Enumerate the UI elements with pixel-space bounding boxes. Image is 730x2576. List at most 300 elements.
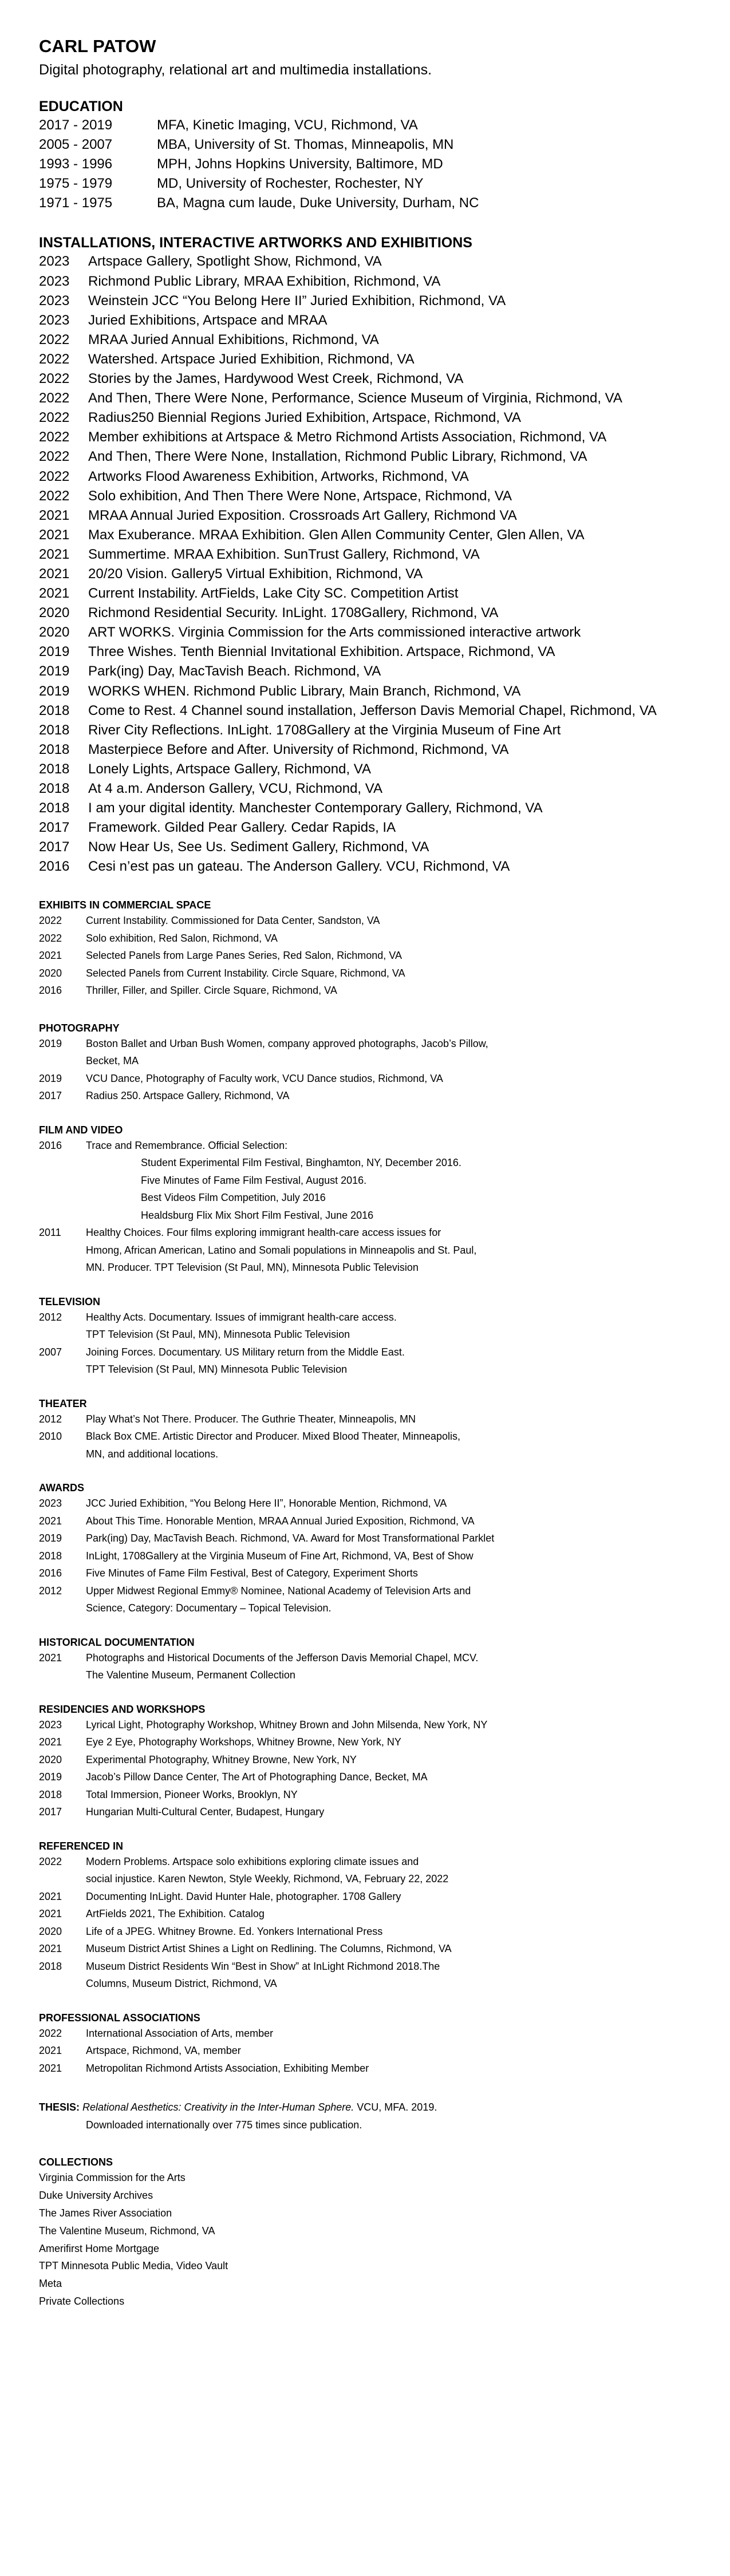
item-year: 2021 bbox=[39, 527, 70, 543]
item-year: 2021 bbox=[39, 1736, 62, 1748]
item-year: 2018 bbox=[39, 800, 70, 816]
item-text: Now Hear Us, See Us. Sediment Gallery, Richmond, VA bbox=[88, 839, 429, 855]
item-text: Richmond Public Library, MRAA Exhibition, Richmond, VA bbox=[88, 273, 441, 289]
item-year: 2021 bbox=[39, 566, 70, 582]
item-text bbox=[86, 1564, 691, 1582]
list-item bbox=[39, 369, 691, 389]
list-item bbox=[39, 1888, 691, 1906]
item-year: 2023 bbox=[39, 273, 70, 289]
item-line: Joining Forces. Documentary. US Military return from the Middle East. bbox=[86, 1346, 405, 1358]
item-text: MPH, Johns Hopkins University, Baltimore, MD bbox=[157, 156, 443, 172]
item-text: Park(ing) Day, MacTavish Beach. Richmond, VA bbox=[88, 663, 381, 679]
professional-section bbox=[39, 2011, 691, 2077]
list-item bbox=[39, 682, 691, 701]
historical-section bbox=[39, 1635, 691, 1684]
film-selection-item: Healdsburg Flix Mix Short Film Festival, June 2016 bbox=[141, 1209, 374, 1221]
list-item bbox=[39, 564, 691, 584]
list-item bbox=[39, 135, 691, 155]
item-text: Current Instability. ArtFields, Lake City SC. Competition Artist bbox=[88, 586, 459, 602]
item-text: MRAA Juried Annual Exhibitions, Richmond, VA bbox=[88, 331, 379, 347]
item-year: 2019 bbox=[39, 683, 70, 699]
item-year: 2021 bbox=[39, 1890, 62, 1902]
professional-heading: PROFESSIONAL ASSOCIATIONS bbox=[39, 2012, 200, 2024]
list-item bbox=[39, 467, 691, 487]
commercial-section bbox=[39, 898, 691, 999]
item-line: Artspace, Richmond, VA, member bbox=[86, 2045, 241, 2057]
item-text: Current Instability. Commissioned for Data Center, Sandston, VA bbox=[86, 915, 380, 927]
residencies-heading: RESIDENCIES AND WORKSHOPS bbox=[39, 1703, 206, 1715]
item-text bbox=[86, 1923, 691, 1941]
item-text bbox=[86, 1786, 691, 1804]
item-text bbox=[86, 1958, 691, 1993]
referenced-heading: REFERENCED IN bbox=[39, 1840, 124, 1852]
list-item bbox=[39, 1733, 691, 1751]
item-year: 2019 bbox=[39, 1532, 62, 1544]
item-text: Artspace Gallery, Spotlight Show, Richmond, VA bbox=[88, 254, 382, 270]
item-text: At 4 a.m. Anderson Gallery, VCU, Richmond, VA bbox=[88, 781, 382, 796]
list-item bbox=[39, 1495, 691, 1512]
item-text bbox=[86, 1905, 691, 1923]
television-list bbox=[39, 1309, 691, 1378]
list-item bbox=[39, 2060, 691, 2077]
list-item bbox=[39, 1803, 691, 1821]
thesis-section bbox=[39, 2099, 691, 2134]
thesis-label: THESIS: bbox=[39, 2101, 80, 2113]
item-text: Richmond Residential Security. InLight. 1708Gallery, Richmond, VA bbox=[88, 605, 499, 621]
item-line: Experimental Photography, Whitney Browne, New York, NY bbox=[86, 1753, 357, 1765]
theater-heading: THEATER bbox=[39, 1397, 87, 1409]
collection-item: Virginia Commission for the Arts bbox=[39, 2172, 186, 2184]
item-text bbox=[86, 1495, 691, 1512]
list-item bbox=[39, 1905, 691, 1923]
referenced-list bbox=[39, 1853, 691, 1993]
item-line: social injustice. Karen Newton, Style Weekly, Richmond, VA, February 22, 2022 bbox=[86, 1873, 449, 1885]
item-year: 2018 bbox=[39, 1960, 62, 1972]
list-item bbox=[39, 1035, 691, 1070]
item-line: Black Box CME. Artistic Director and Producer. Mixed Blood Theater, Minneapolis, bbox=[86, 1431, 460, 1443]
item-year: 2016 bbox=[39, 985, 62, 997]
list-item bbox=[39, 721, 691, 740]
thesis-title: Relational Aesthetics: Creativity in the Inter-Human Sphere. bbox=[82, 2101, 354, 2113]
item-text bbox=[86, 1751, 691, 1769]
item-year: 2021 bbox=[39, 2045, 62, 2057]
item-text: I am your digital identity. Manchester Contemporary Gallery, Richmond, VA bbox=[88, 800, 543, 816]
item-text: Artworks Flood Awareness Exhibition, Artworks, Richmond, VA bbox=[88, 468, 469, 484]
item-text: Thriller, Filler, and Spiller. Circle Square, Richmond, VA bbox=[86, 985, 337, 997]
list-item bbox=[39, 1070, 691, 1088]
collection-item: Meta bbox=[39, 2278, 62, 2290]
item-text: Cesi n’est pas un gateau. The Anderson Gallery. VCU, Richmond, VA bbox=[88, 859, 510, 875]
item-year: 1993 - 1996 bbox=[39, 156, 113, 172]
item-text: And Then, There Were None, Performance, Science Museum of Virginia, Richmond, VA bbox=[88, 390, 622, 406]
item-text: Watershed. Artspace Juried Exhibition, Richmond, VA bbox=[88, 351, 415, 367]
collection-item: The James River Association bbox=[39, 2207, 172, 2219]
list-item bbox=[39, 545, 691, 564]
item-text bbox=[86, 2042, 691, 2060]
item-year: 2017 - 2019 bbox=[39, 117, 113, 133]
item-year: 2022 bbox=[39, 2027, 62, 2039]
artist-tagline: Digital photography, relational art and multimedia installations. bbox=[39, 62, 432, 78]
item-year: 2020 bbox=[39, 1753, 62, 1765]
education-list bbox=[39, 116, 691, 213]
list-item bbox=[39, 155, 691, 174]
item-text bbox=[86, 2060, 691, 2077]
list-item bbox=[39, 1958, 691, 1993]
item-text: And Then, There Were None, Installation, Richmond Public Library, Richmond, VA bbox=[88, 449, 587, 465]
item-text: Summertime. MRAA Exhibition. SunTrust Gallery, Richmond, VA bbox=[88, 546, 480, 562]
item-year: 2012 bbox=[39, 1311, 62, 1323]
item-text bbox=[86, 1547, 691, 1565]
item-text: ART WORKS. Virginia Commission for the Arts commissioned interactive artwork bbox=[88, 625, 581, 641]
list-item bbox=[39, 1564, 691, 1582]
item-text: Solo exhibition, And Then There Were None, Artspace, Richmond, VA bbox=[88, 488, 512, 504]
item-year: 2020 bbox=[39, 625, 70, 641]
list-item bbox=[39, 1923, 691, 1941]
item-year: 2019 bbox=[39, 1072, 62, 1084]
installations-section bbox=[39, 234, 691, 876]
list-item bbox=[39, 623, 691, 642]
item-line: Healthy Acts. Documentary. Issues of immigrant health-care access. bbox=[86, 1311, 397, 1323]
awards-heading: AWARDS bbox=[39, 1482, 85, 1494]
item-year: 2017 bbox=[39, 820, 70, 836]
item-year: 2020 bbox=[39, 605, 70, 621]
item-text bbox=[86, 1512, 691, 1530]
list-item bbox=[39, 1853, 691, 1888]
item-year: 2022 bbox=[39, 915, 62, 927]
list-item bbox=[39, 857, 691, 876]
item-text bbox=[86, 1309, 691, 1344]
thesis-line bbox=[39, 2099, 691, 2116]
film-selection-item: Student Experimental Film Festival, Binghamton, NY, December 2016. bbox=[141, 1157, 461, 1169]
list-item bbox=[39, 526, 691, 545]
collection-item: TPT Minnesota Public Media, Video Vault bbox=[39, 2260, 228, 2272]
item-text: Masterpiece Before and After. University of Richmond, Richmond, VA bbox=[88, 741, 509, 757]
item-year: 2011 bbox=[39, 1227, 61, 1239]
television-section bbox=[39, 1295, 691, 1378]
list-item bbox=[39, 930, 691, 947]
item-text: Three Wishes. Tenth Biennial Invitational Exhibition. Artspace, Richmond, VA bbox=[88, 644, 555, 660]
item-line: Hmong, African American, Latino and Somali populations in Minneapolis and St. Paul, bbox=[86, 1244, 477, 1256]
list-item bbox=[39, 1547, 691, 1565]
item-year: 2022 bbox=[39, 331, 70, 347]
list-item bbox=[39, 740, 691, 760]
item-text: WORKS WHEN. Richmond Public Library, Main Branch, Richmond, VA bbox=[88, 683, 521, 699]
item-line: Documenting InLight. David Hunter Hale, photographer. 1708 Gallery bbox=[86, 1890, 401, 1902]
list-item bbox=[39, 1224, 691, 1277]
item-text bbox=[86, 1716, 691, 1734]
list-item bbox=[39, 506, 691, 526]
item-line: VCU Dance, Photography of Faculty work, VCU Dance studios, Richmond, VA bbox=[86, 1072, 443, 1084]
item-year: 2023 bbox=[39, 1718, 62, 1730]
item-year: 2021 bbox=[39, 2062, 62, 2074]
item-year: 2010 bbox=[39, 1431, 62, 1443]
thesis-note-line bbox=[39, 2116, 691, 2134]
list-item bbox=[39, 912, 691, 930]
list-item bbox=[39, 311, 691, 330]
item-year: 2018 bbox=[39, 781, 70, 796]
list-item bbox=[39, 603, 691, 623]
item-line: MN. Producer. TPT Television (St Paul, MN), Minnesota Public Television bbox=[86, 1262, 419, 1274]
item-year: 2019 bbox=[39, 1771, 62, 1783]
thesis-details: VCU, MFA. 2019. bbox=[357, 2101, 437, 2113]
item-year: 2018 bbox=[39, 761, 70, 777]
item-year: 2022 bbox=[39, 351, 70, 367]
item-year: 2023 bbox=[39, 254, 70, 270]
item-year: 2021 bbox=[39, 546, 70, 562]
education-section bbox=[39, 97, 691, 213]
item-text: River City Reflections. InLight. 1708Gallery at the Virginia Museum of Fine Art bbox=[88, 722, 561, 738]
theater-list bbox=[39, 1411, 691, 1463]
item-line: Play What’s Not There. Producer. The Guthrie Theater, Minneapolis, MN bbox=[86, 1413, 416, 1425]
list-item bbox=[39, 965, 691, 982]
item-text bbox=[86, 1530, 691, 1547]
historical-heading: HISTORICAL DOCUMENTATION bbox=[39, 1636, 195, 1648]
item-year: 2018 bbox=[39, 702, 70, 718]
list-item bbox=[39, 428, 691, 447]
collections-heading: COLLECTIONS bbox=[39, 2156, 113, 2168]
item-text: 20/20 Vision. Gallery5 Virtual Exhibition, Richmond, VA bbox=[88, 566, 423, 582]
item-year: 2021 bbox=[39, 1943, 62, 1955]
list-item bbox=[39, 1786, 691, 1804]
item-text: MD, University of Rochester, Rochester, NY bbox=[157, 176, 424, 192]
list-item bbox=[39, 2025, 691, 2042]
list-item bbox=[39, 1411, 691, 1428]
item-line: Five Minutes of Fame Film Festival, Best of Category, Experiment Shorts bbox=[86, 1567, 418, 1579]
collection-item: The Valentine Museum, Richmond, VA bbox=[39, 2225, 215, 2237]
collection-item: Private Collections bbox=[39, 2296, 125, 2308]
awards-list bbox=[39, 1495, 691, 1617]
education-heading: EDUCATION bbox=[39, 98, 123, 114]
photography-section bbox=[39, 1021, 691, 1105]
item-year: 2019 bbox=[39, 644, 70, 660]
list-item bbox=[39, 837, 691, 857]
list-item bbox=[39, 1309, 691, 1344]
item-year: 2017 bbox=[39, 839, 70, 855]
list-item bbox=[39, 1087, 691, 1105]
item-text bbox=[86, 1733, 691, 1751]
item-year: 2022 bbox=[39, 468, 70, 484]
item-year: 2016 bbox=[39, 1567, 62, 1579]
item-line: MN, and additional locations. bbox=[86, 1448, 219, 1460]
item-year: 1975 - 1979 bbox=[39, 176, 113, 192]
item-year: 2021 bbox=[39, 586, 70, 602]
list-item bbox=[39, 818, 691, 837]
item-line: TPT Television (St Paul, MN), Minnesota Public Television bbox=[86, 1329, 350, 1341]
item-year: 2019 bbox=[39, 1037, 62, 1049]
item-line: Photographs and Historical Documents of the Jefferson Davis Memorial Chapel, MCV. bbox=[86, 1652, 479, 1664]
item-text: Come to Rest. 4 Channel sound installation, Jefferson Davis Memorial Chapel, Richmond, VA bbox=[88, 702, 657, 718]
item-line: Park(ing) Day, MacTavish Beach. Richmond, VA. Award for Most Transformational Parklet bbox=[86, 1532, 495, 1544]
list-item bbox=[39, 701, 691, 721]
list-item bbox=[39, 330, 691, 350]
item-text bbox=[86, 1582, 691, 1617]
item-text bbox=[86, 1649, 691, 1684]
item-year: 2022 bbox=[39, 1855, 62, 1867]
item-year: 2022 bbox=[39, 371, 70, 387]
item-text bbox=[86, 1768, 691, 1786]
photography-list bbox=[39, 1035, 691, 1105]
item-year: 2017 bbox=[39, 1090, 62, 1102]
item-year: 2023 bbox=[39, 1498, 62, 1510]
awards-section bbox=[39, 1481, 691, 1617]
collections-section bbox=[39, 2155, 691, 2310]
item-line: Columns, Museum District, Richmond, VA bbox=[86, 1978, 277, 1990]
item-year: 2018 bbox=[39, 1788, 62, 1800]
item-line: About This Time. Honorable Mention, MRAA Annual Juried Exposition, Richmond, VA bbox=[86, 1515, 475, 1527]
item-line: Museum District Artist Shines a Light on Redlining. The Columns, Richmond, VA bbox=[86, 1943, 452, 1955]
item-year: 2018 bbox=[39, 741, 70, 757]
item-text bbox=[86, 1070, 691, 1088]
item-text: MRAA Annual Juried Exposition. Crossroads Art Gallery, Richmond VA bbox=[88, 507, 517, 523]
item-line: Becket, MA bbox=[86, 1055, 139, 1067]
item-line: Boston Ballet and Urban Bush Women, company approved photographs, Jacob’s Pillow, bbox=[86, 1037, 488, 1049]
item-line: Hungarian Multi-Cultural Center, Budapest, Hungary bbox=[86, 1806, 325, 1818]
film-list-2 bbox=[39, 1224, 691, 1277]
list-item bbox=[39, 350, 691, 369]
item-line: Eye 2 Eye, Photography Workshops, Whitney Browne, New York, NY bbox=[86, 1736, 401, 1748]
item-text: Solo exhibition, Red Salon, Richmond, VA bbox=[86, 932, 278, 944]
item-text bbox=[86, 1888, 691, 1906]
item-year: 2016 bbox=[39, 1139, 62, 1151]
film-heading: FILM AND VIDEO bbox=[39, 1124, 123, 1136]
theater-section bbox=[39, 1397, 691, 1463]
item-year: 2018 bbox=[39, 1550, 62, 1562]
item-text: BA, Magna cum laude, Duke University, Durham, NC bbox=[157, 195, 479, 211]
item-text bbox=[86, 1853, 691, 1888]
list-item bbox=[39, 662, 691, 681]
item-year: 2020 bbox=[39, 967, 62, 979]
item-text bbox=[86, 1803, 691, 1821]
list-item bbox=[39, 2042, 691, 2060]
commercial-heading: EXHIBITS IN COMMERCIAL SPACE bbox=[39, 899, 211, 911]
item-text: MBA, University of St. Thomas, Minneapolis, MN bbox=[157, 137, 454, 153]
item-text: Lonely Lights, Artspace Gallery, Richmond, VA bbox=[88, 761, 372, 777]
list-item bbox=[39, 272, 691, 291]
list-item bbox=[39, 252, 691, 271]
list-item bbox=[39, 1940, 691, 1958]
item-line: Healthy Choices. Four films exploring immigrant health-care access issues for bbox=[86, 1227, 441, 1239]
list-item bbox=[39, 408, 691, 428]
list-item bbox=[39, 1649, 691, 1684]
item-year: 2021 bbox=[39, 950, 62, 962]
television-heading: TELEVISION bbox=[39, 1295, 101, 1307]
list-item bbox=[39, 947, 691, 965]
item-line: Total Immersion, Pioneer Works, Brooklyn, NY bbox=[86, 1788, 298, 1800]
item-year: 2017 bbox=[39, 1806, 62, 1818]
item-text: Weinstein JCC “You Belong Here II” Juried Exhibition, Richmond, VA bbox=[88, 293, 506, 309]
item-line: InLight, 1708Gallery at the Virginia Museum of Fine Art, Richmond, VA, Best of Show bbox=[86, 1550, 473, 1562]
item-year: 2021 bbox=[39, 507, 70, 523]
item-text bbox=[86, 1087, 691, 1105]
film-selection-item: Best Videos Film Competition, July 2016 bbox=[141, 1192, 326, 1204]
item-text: Stories by the James, Hardywood West Creek, Richmond, VA bbox=[88, 371, 464, 387]
item-line: International Association of Arts, member bbox=[86, 2027, 274, 2039]
list-item bbox=[39, 1530, 691, 1547]
list-item bbox=[39, 174, 691, 193]
list-item bbox=[39, 1582, 691, 1617]
professional-list bbox=[39, 2025, 691, 2077]
film-list bbox=[39, 1137, 691, 1155]
item-year: 2022 bbox=[39, 932, 62, 944]
installations-list bbox=[39, 252, 691, 876]
list-item bbox=[39, 779, 691, 799]
item-line: Science, Category: Documentary – Topical Television. bbox=[86, 1602, 332, 1614]
list-item bbox=[39, 1512, 691, 1530]
item-text bbox=[86, 1224, 691, 1277]
item-line: JCC Juried Exhibition, “You Belong Here II”, Honorable Mention, Richmond, VA bbox=[86, 1498, 447, 1510]
list-item bbox=[39, 799, 691, 818]
item-year: 2007 bbox=[39, 1346, 62, 1358]
list-item bbox=[39, 389, 691, 408]
list-item bbox=[39, 487, 691, 506]
item-text: Selected Panels from Current Instability. Circle Square, Richmond, VA bbox=[86, 967, 405, 979]
item-line: Jacob’s Pillow Dance Center, The Art of Photographing Dance, Becket, MA bbox=[86, 1771, 428, 1783]
item-text bbox=[86, 1035, 691, 1070]
list-item bbox=[39, 1751, 691, 1769]
list-item bbox=[39, 1428, 691, 1463]
collection-item: Amerifirst Home Mortgage bbox=[39, 2242, 160, 2254]
thesis-note: Downloaded internationally over 775 times since publication. bbox=[86, 2119, 362, 2131]
item-line: Life of a JPEG. Whitney Browne. Ed. Yonkers International Press bbox=[86, 1925, 383, 1937]
photography-heading: PHOTOGRAPHY bbox=[39, 1022, 120, 1034]
film-selection-item: Five Minutes of Fame Film Festival, August 2016. bbox=[141, 1174, 367, 1186]
collection-item: Duke University Archives bbox=[39, 2190, 153, 2202]
list-item bbox=[39, 447, 691, 467]
item-text: Framework. Gilded Pear Gallery. Cedar Rapids, IA bbox=[88, 820, 396, 836]
item-year: 2021 bbox=[39, 1908, 62, 1920]
historical-list bbox=[39, 1649, 691, 1684]
item-text: Radius250 Biennial Regions Juried Exhibition, Artspace, Richmond, VA bbox=[88, 410, 521, 426]
item-text: Max Exuberance. MRAA Exhibition. Glen Allen Community Center, Glen Allen, VA bbox=[88, 527, 585, 543]
list-item bbox=[39, 760, 691, 779]
item-text: Juried Exhibitions, Artspace and MRAA bbox=[88, 312, 327, 328]
list-item bbox=[39, 1344, 691, 1378]
list-item bbox=[39, 1716, 691, 1734]
item-text: Member exhibitions at Artspace & Metro Richmond Artists Association, Richmond, VA bbox=[88, 429, 607, 445]
item-year: 2022 bbox=[39, 410, 70, 426]
item-line: Upper Midwest Regional Emmy® Nominee, National Academy of Television Arts and bbox=[86, 1585, 471, 1597]
item-year: 2020 bbox=[39, 1925, 62, 1937]
item-year: 2005 - 2007 bbox=[39, 137, 113, 153]
item-text: MFA, Kinetic Imaging, VCU, Richmond, VA bbox=[157, 117, 418, 133]
item-year: 2022 bbox=[39, 449, 70, 465]
item-text bbox=[86, 2025, 691, 2042]
list-item bbox=[39, 291, 691, 311]
item-year: 2019 bbox=[39, 663, 70, 679]
item-year: 2021 bbox=[39, 1515, 62, 1527]
film-section bbox=[39, 1123, 691, 1277]
item-year: 2016 bbox=[39, 859, 70, 875]
item-year: 2023 bbox=[39, 293, 70, 309]
commercial-list bbox=[39, 912, 691, 999]
installations-heading: INSTALLATIONS, INTERACTIVE ARTWORKS AND EXHIBITIONS bbox=[39, 235, 472, 251]
film-selection-list bbox=[39, 1154, 691, 1224]
item-text bbox=[86, 1344, 691, 1378]
list-item bbox=[39, 1768, 691, 1786]
residencies-section bbox=[39, 1702, 691, 1821]
item-line: Metropolitan Richmond Artists Association, Exhibiting Member bbox=[86, 2062, 369, 2074]
item-year: 2012 bbox=[39, 1413, 62, 1425]
list-item bbox=[39, 982, 691, 999]
item-line: Modern Problems. Artspace solo exhibitions exploring climate issues and bbox=[86, 1855, 419, 1867]
item-year: 1971 - 1975 bbox=[39, 195, 113, 211]
item-text: Selected Panels from Large Panes Series, Red Salon, Richmond, VA bbox=[86, 950, 402, 962]
item-year: 2012 bbox=[39, 1585, 62, 1597]
list-item bbox=[39, 193, 691, 213]
artist-name: CARL PATOW bbox=[39, 36, 156, 56]
collections-list bbox=[39, 2169, 691, 2310]
item-line: TPT Television (St Paul, MN) Minnesota Public Television bbox=[86, 1364, 348, 1376]
